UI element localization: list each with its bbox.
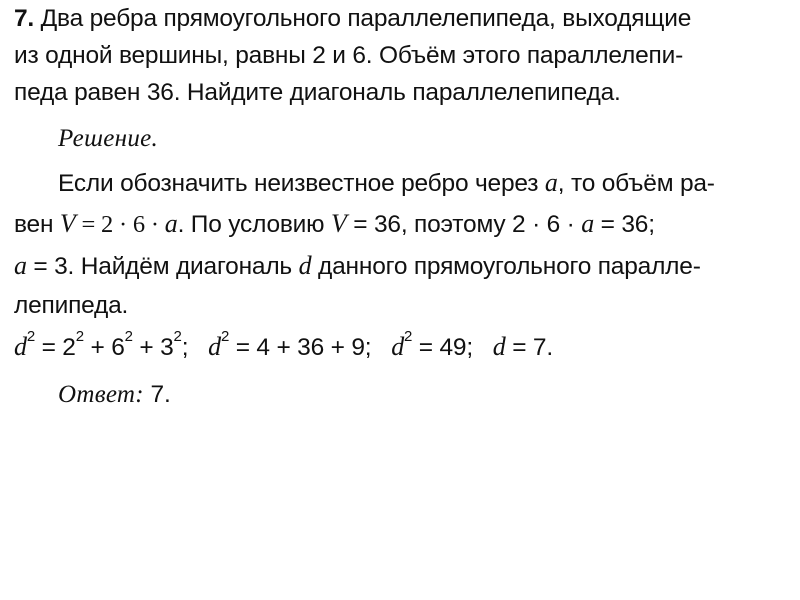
math-expression: ; — [181, 334, 209, 361]
math-expression: = 2 · 6 · — [75, 211, 165, 238]
solution-line-1 — [58, 168, 715, 199]
solution-line-4 — [14, 291, 128, 321]
math-expression: = 36; — [594, 211, 655, 238]
math-variable: d — [492, 332, 506, 361]
solution-text: . По условию — [177, 211, 331, 238]
math-expression: + 3 — [132, 334, 174, 361]
answer-label: Ответ: — [58, 381, 144, 408]
math-variable: d — [14, 332, 27, 361]
solution-text: лепипеда. — [14, 292, 129, 319]
math-variable: d — [208, 332, 221, 361]
solution-text: = 3. Найдём диагональ — [26, 253, 299, 280]
answer-value: 7. — [143, 381, 171, 408]
exponent: 2 — [26, 328, 35, 345]
exponent: 2 — [75, 328, 84, 345]
math-expression: = 2 — [34, 334, 76, 361]
math-expression: = 49; — [412, 334, 493, 361]
problem-line-1 — [14, 4, 691, 34]
problem-line-2 — [14, 41, 683, 71]
exponent: 2 — [220, 328, 230, 345]
math-variable: a — [581, 209, 595, 238]
solution-text: , то объём ра- — [557, 170, 715, 197]
exponent: 2 — [173, 328, 182, 345]
exponent: 2 — [124, 328, 133, 345]
math-variable: d — [298, 251, 312, 280]
solution-text: вен — [14, 211, 60, 238]
math-variable: a — [544, 168, 558, 197]
problem-line-3 — [14, 78, 621, 108]
math-expression: = 7. — [505, 334, 553, 361]
problem-number: 7. — [14, 5, 35, 32]
math-variable: V — [330, 209, 347, 238]
math-expression: = 36, поэтому 2 · 6 · — [346, 211, 582, 238]
problem-text-2: из одной вершины, равны 2 и 6. Объём этого параллелепи- — [14, 42, 684, 69]
solution-text: данного прямоугольного паралле- — [311, 253, 701, 280]
problem-text-1: Два ребра прямоугольного параллелепипеда, выходящие — [40, 5, 692, 32]
problem-text-3: педа равен 36. Найдите диагональ параллелепипеда. — [14, 79, 621, 106]
solution-line-3 — [14, 251, 701, 282]
solution-text: Если обозначить неизвестное ребро через — [58, 170, 545, 197]
solution-line-2 — [14, 209, 655, 240]
math-variable: V — [59, 209, 76, 238]
exponent: 2 — [404, 328, 413, 345]
formula-line — [14, 328, 553, 363]
solution-heading: Решение. — [58, 125, 159, 152]
math-variable: a — [14, 251, 27, 280]
math-expression: + 6 — [83, 334, 125, 361]
math-variable: a — [164, 209, 178, 238]
answer-line — [58, 380, 171, 410]
math-variable: d — [391, 332, 405, 361]
math-expression: = 4 + 36 + 9; — [229, 334, 392, 361]
